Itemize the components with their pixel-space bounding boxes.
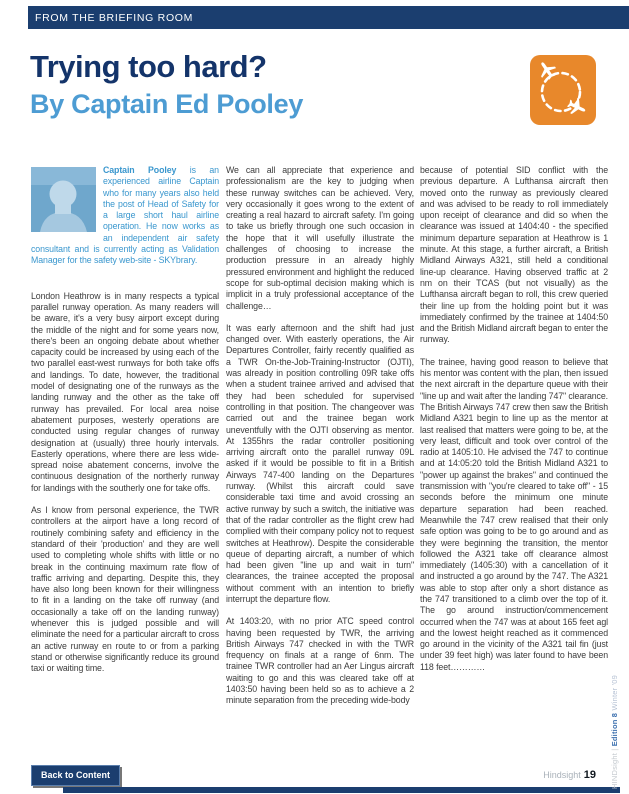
magazine-name: Hindsight [543, 770, 581, 780]
sidebar-edition: Edition 8 [610, 712, 619, 747]
bio-author-name: Captain Pooley [103, 165, 177, 175]
sidebar-magazine-name: HINDsight [610, 753, 619, 789]
article-column-3 [420, 165, 608, 684]
section-header-bar [28, 6, 629, 29]
author-bio [31, 165, 219, 267]
footer-rule-bar [63, 787, 620, 793]
paragraph: At 1403:20, with no prior ATC speed control having been requested by TWR, the arriving British Airways 747 checked in with the TWR frequency on finals at a range of 6nm. The trainee TWR controller had an Aer Lingus aircraft waiting to go and this was cleared take off at 1403:50 having been held so as to achieve a 2 minute separation from the preceding wide-body [226, 616, 414, 706]
section-kicker: FROM THE BRIEFING ROOM [35, 11, 194, 24]
sidebar-season: Winter '09 [610, 675, 619, 713]
paragraph: We can all appreciate that experience and professionalism are the key to judging when these runway switches can be achieved. Very, very occasionally it goes wrong to the extent of creating a real hazard to aircraft safety. I'm going to take us briefly through one such occasion in the hope that it will usefully illustrate the challenges of choosing to increase the production pressure in an already highly pressured environment and highlight the reduced scope for sub-optimal decision making which is implicit in a truly professional acceptance of the challenge… [226, 165, 414, 311]
back-to-content-button[interactable]: Back to Content [31, 765, 120, 786]
article-column-2 [226, 165, 414, 718]
edition-sidebar-text [610, 675, 619, 789]
article-column-1 [31, 165, 219, 685]
page-footer [543, 765, 596, 783]
paragraph: As I know from personal experience, the TWR controllers at the airport have a long record of routinely combining safety and efficiency in the standard of their 'production' and they are well used to completing whole shifts with little or no break in the continuing maximum rate flow of traffic arriving and departing. Despite this, they have also long been known for their willingness to fit in a landing on the take off runway (and occasionally a take off on the landing runway) whenever this is judged possible and will eliminate the need for a particular aircraft to cross an active runway en route to or from a parking stand or otherwise significantly reduce its ground taxi or waiting time. [31, 505, 219, 674]
page-number: 19 [583, 769, 596, 781]
paragraph: London Heathrow is in many respects a typical parallel runway operation. As many readers will be aware, it's a very busy airport except during the middle of the night and for some years now, there's been an ongoing debate about whether capacity could be increased by using each of the two parallel east-west runways for both take offs and landings. To date, however, the traditional model of designating one of the runways as the landing runway and the other as the take off runway has prevailed. For local area noise abatement purposes, westerly operations are conducted using regular changes of runway designation at (usually) three hourly intervals. Easterly operations, where there are less wide-spread noise abatement concerns, involve the continuous designation of the northerly runway for landings with the southerly one for take offs. [31, 290, 219, 493]
author-photo [31, 167, 96, 232]
byline: By Captain Ed Pooley [30, 89, 304, 119]
bio-text: is an experienced airline Captain who for many years also held the post of Head of Safety for a large short haul airline operation. He now works as an independent air safety consultant and is currently acting as Validation Manager for the safety web-site - SKYbrary. [31, 165, 219, 266]
page-title: Trying too hard? [30, 49, 267, 84]
sidebar-separator: | [610, 746, 619, 754]
paragraph: It was early afternoon and the shift had just changed over. With easterly operations, the Air Departures Controller, fairly recently qualified as a TWR On-the-Job-Training-Instructor (OJTI), was already in position controlling 09R take offs when a student trainee arrived and advised that they had been scheduled for supervised controlling in that position. The changeover was carried out and the trainee began work uneventfully with the OJTI observing as mentor. At 1355hrs the radar controller positioning arriving aircraft onto the parallel runway 09L asked if it would be possible to fit in a British Airways 747-400 landing on the Departures runway. (Whilst this aircraft could save considerable taxi time and avoid crossing an active runway by such a switch, the initiative was that of the radar controller as the flight crew had complied with their company policy not to request switches at Heathrow). Despite the considerable queue of departing aircraft, a number of which had been given "line up and wait in turn" clearances, the trainee accepted the proposal without comment with an intention to briefly interrupt the departure flow. [226, 322, 414, 604]
circling-aircraft-logo-icon [530, 55, 596, 125]
paragraph: because of potential SID conflict with the previous departure. A Lufthansa aircraft then moved onto the runway as previously cleared and was advised to be ready to roll immediately upon receipt of clearance and did so when the clearance was issued at 1404:40 - the specified minimum departure separation at Heathrow is 1 minute. At this stage, a further aircraft, a British Midland Airways A321, still held a conditional line-up clearance. Having observed traffic at 2 nm on their TCAS (but not visually) as the Lufthansa aircraft began to roll, this crew queried their line up from the holding point but it was immediately confirmed by the trainee at 1404:50 and the British Midland aircraft began to enter the runway. [420, 165, 608, 345]
paragraph: The trainee, having good reason to believe that his mentor was content with the plan, then issued the next aircraft in the departure queue with their "line up and wait after the landing 747" clearance. The British Airways 747 crew then saw the British Midland A321 begin to line up as the mentor at last realised that matters were going to be, at the very least, difficult and took over control of the radio at 1405:10. He advised the 747 to continue and at 14:05:20 told the British Midland A321 to "power up against the brakes" and continued the transmission with "you're cleared to take off" - 15 seconds before the minimum one minute departure separation had been reached. Meanwhile the 747 crew realised that their only safe option was going to be to go around and as they were beginning the transition, the mentor followed the A321 take off clearance almost immediately (1405:30) with a cancellation of it and instructed a go around by the 747. The A321 was able to stop after only a short distance as the 747 transitioned to a climb over the top of it. The go around instruction/commencement occurred when the 747 was at about 165 feet agl and the lowest height reached as it commenced go around in the vicinity of the A321 tail fin (just under 39 feet high) was later found to have been 118 feet………… [420, 356, 608, 672]
